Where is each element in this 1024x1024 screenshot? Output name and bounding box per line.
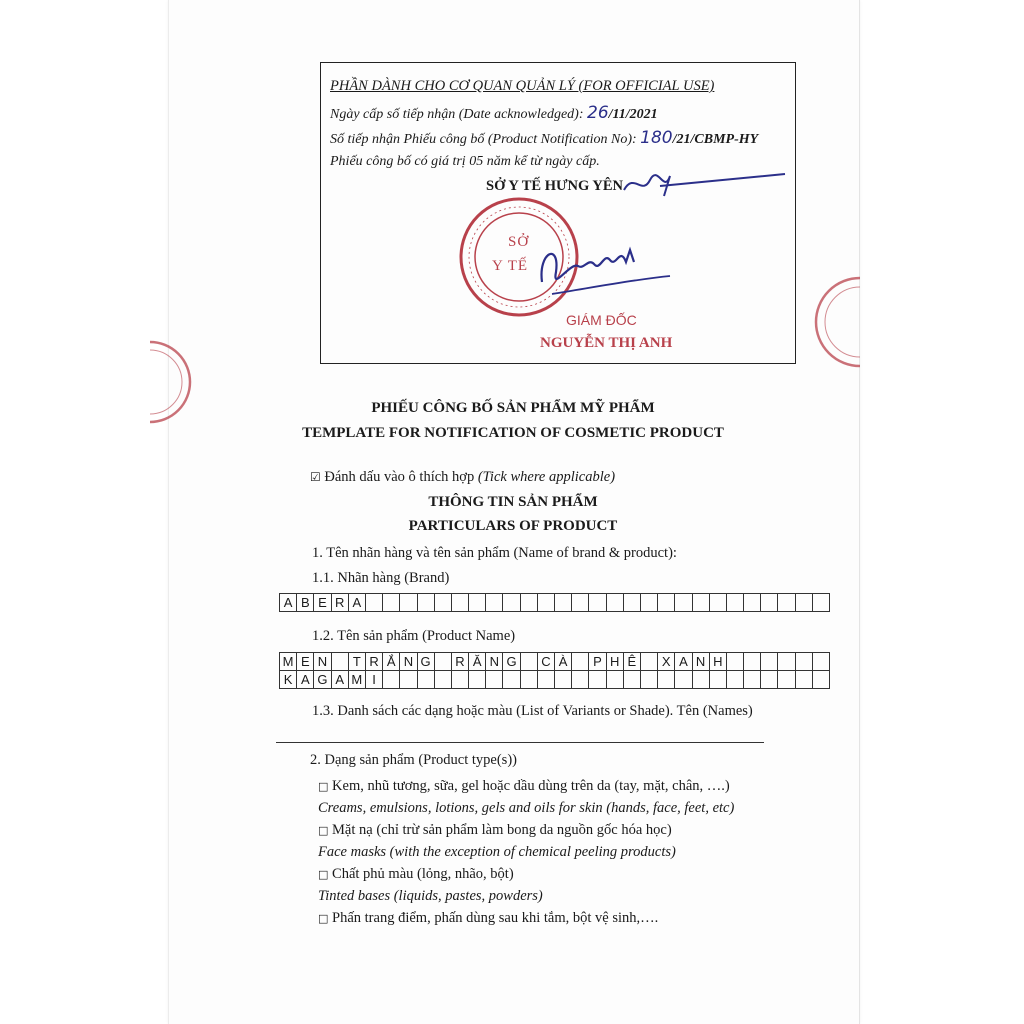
field-q1-3: 1.3. Danh sách các dạng hoặc màu (List of Variants or Shade). Tên (Names) (312, 703, 753, 719)
letter-box (692, 594, 709, 612)
product-type-option (318, 822, 672, 839)
letter-box: A (280, 594, 297, 612)
notification-number-line (330, 128, 758, 148)
letter-box: N (400, 653, 417, 671)
letter-box (537, 594, 554, 612)
brand-boxes (279, 593, 830, 612)
field-q1-1: 1.1. Nhãn hàng (Brand) (312, 570, 450, 586)
letter-box (555, 594, 572, 612)
letter-box (658, 594, 675, 612)
letter-box (451, 594, 468, 612)
letter-box (503, 671, 520, 689)
product-type-option (318, 866, 514, 883)
letter-box: Ắ (383, 653, 400, 671)
field-q2: 2. Dạng sản phẩm (Product type(s)) (310, 752, 517, 768)
product-type-option (318, 778, 730, 795)
letter-box (520, 594, 537, 612)
letter-box (434, 653, 451, 671)
letter-box: N (314, 653, 331, 671)
letter-box (640, 594, 657, 612)
checkbox-icon: □ (318, 912, 329, 925)
field-q1: 1. Tên nhãn hàng và tên sản phẩm (Name of brand & product): (312, 545, 677, 561)
letter-box (520, 653, 537, 671)
letter-box (434, 594, 451, 612)
letter-box (726, 594, 743, 612)
letter-box (606, 594, 623, 612)
letter-box (537, 671, 554, 689)
letter-box (744, 594, 761, 612)
letter-box: E (297, 653, 314, 671)
letter-box: G (503, 653, 520, 671)
letter-box (365, 594, 382, 612)
tick-note (310, 469, 615, 486)
product-type-label-vi: Chất phủ màu (lỏng, nhão, bột) (328, 866, 514, 882)
product-type-label-en: Face masks (with the exception of chemical peeling products) (318, 844, 676, 860)
letter-box (761, 653, 778, 671)
letter-box: H (709, 653, 726, 671)
product-type-option (318, 910, 658, 927)
seal-center-line1: SỞ (508, 234, 530, 250)
authority-initial-signature (620, 166, 790, 202)
letter-box (572, 653, 589, 671)
notif-rest: /21/CBMP-HY (672, 132, 759, 147)
letter-box: A (331, 671, 348, 689)
letter-box: P (589, 653, 606, 671)
tick-note-en: (Tick where applicable) (477, 469, 616, 485)
letter-box (812, 671, 829, 689)
letter-box (726, 671, 743, 689)
letter-box (572, 594, 589, 612)
letter-box (623, 594, 640, 612)
letter-box: I (365, 671, 382, 689)
signer-name: NGUYỄN THỊ ANH (540, 335, 673, 351)
official-heading: PHẦN DÀNH CHO CƠ QUAN QUẢN LÝ (FOR OFFICIAL USE) (330, 78, 715, 94)
letter-box (606, 671, 623, 689)
checked-box-icon: ☑ (310, 470, 321, 484)
tick-note-vi: Đánh dấu vào ô thích hợp (320, 469, 478, 485)
letter-box (486, 671, 503, 689)
letter-box: B (297, 594, 314, 612)
letter-box: R (331, 594, 348, 612)
letter-box (795, 671, 812, 689)
letter-box: Ê (623, 653, 640, 671)
letter-box: A (675, 653, 692, 671)
authority-name: SỞ Y TẾ HƯNG YÊN (486, 178, 623, 194)
letter-box (417, 671, 434, 689)
letter-box: T (348, 653, 365, 671)
letter-box: M (280, 653, 297, 671)
letter-box (417, 594, 434, 612)
letter-box (383, 594, 400, 612)
letter-box (572, 671, 589, 689)
letter-box (744, 671, 761, 689)
letter-box (400, 594, 417, 612)
date-acknowledged-line (330, 103, 658, 123)
letter-box (400, 671, 417, 689)
letter-box (744, 653, 761, 671)
letter-box (761, 594, 778, 612)
letter-box: Ă (469, 653, 486, 671)
letter-box (778, 671, 795, 689)
checkbox-icon: □ (318, 780, 329, 793)
letter-box (778, 653, 795, 671)
letter-box (589, 671, 606, 689)
letter-box: R (451, 653, 468, 671)
letter-box (589, 594, 606, 612)
letter-box: M (348, 671, 365, 689)
letter-box (675, 671, 692, 689)
letter-box (503, 594, 520, 612)
letter-box: H (606, 653, 623, 671)
letter-box (469, 671, 486, 689)
validity-note: Phiếu công bố có giá trị 05 năm kể từ ngày cấp. (330, 154, 600, 169)
section-title-vi: THÔNG TIN SẢN PHẨM (428, 494, 598, 510)
letter-box: C (537, 653, 554, 671)
letter-box: N (486, 653, 503, 671)
letter-box (709, 671, 726, 689)
form-title-vi: PHIẾU CÔNG BỐ SẢN PHẨM MỸ PHẨM (371, 400, 655, 416)
side-seal-left (150, 330, 198, 434)
letter-box (726, 653, 743, 671)
letter-box (555, 671, 572, 689)
letter-box: G (314, 671, 331, 689)
letter-box (795, 594, 812, 612)
letter-box (709, 594, 726, 612)
product-type-label-vi: Kem, nhũ tương, sữa, gel hoặc dầu dùng trên da (tay, mặt, chân, ….) (328, 778, 730, 794)
form-title-en: TEMPLATE FOR NOTIFICATION OF COSMETIC PRODUCT (302, 425, 724, 441)
letter-box (795, 653, 812, 671)
checkbox-icon: □ (318, 824, 329, 837)
letter-box: X (658, 653, 675, 671)
letter-box (658, 671, 675, 689)
product-type-label-en: Tinted bases (liquids, pastes, powders) (318, 888, 543, 904)
letter-box (451, 671, 468, 689)
letter-box (469, 594, 486, 612)
letter-box (812, 653, 829, 671)
letter-box (761, 671, 778, 689)
signer-title: GIÁM ĐỐC (566, 312, 637, 328)
letter-box (640, 671, 657, 689)
date-label: Ngày cấp số tiếp nhận (Date acknowledged): (330, 107, 587, 122)
product-name-boxes (279, 652, 830, 689)
checkbox-icon: □ (318, 868, 329, 881)
letter-box (778, 594, 795, 612)
letter-box (692, 671, 709, 689)
letter-box: K (280, 671, 297, 689)
product-type-label-en: Creams, emulsions, lotions, gels and oils for skin (hands, face, feet, etc) (318, 800, 735, 816)
letter-box (812, 594, 829, 612)
variants-blank-line (276, 742, 764, 743)
letter-box (383, 671, 400, 689)
date-rest: /11/2021 (608, 107, 658, 122)
letter-box (675, 594, 692, 612)
letter-box (520, 671, 537, 689)
letter-box (486, 594, 503, 612)
letter-box: E (314, 594, 331, 612)
letter-box (434, 671, 451, 689)
notif-number-handwritten: 180 (640, 128, 673, 148)
date-day-handwritten: 26 (587, 103, 609, 123)
product-type-label-vi: Mặt nạ (chỉ trừ sản phẩm làm bong da nguồn gốc hóa học) (328, 822, 672, 838)
letter-box: R (365, 653, 382, 671)
letter-box (331, 653, 348, 671)
letter-box: G (417, 653, 434, 671)
product-type-label-vi: Phấn trang điểm, phấn dùng sau khi tắm, bột vệ sinh,…. (328, 910, 659, 926)
letter-box: À (555, 653, 572, 671)
side-seal-right (810, 262, 860, 386)
letter-box: A (297, 671, 314, 689)
section-title-en: PARTICULARS OF PRODUCT (408, 518, 618, 534)
letter-box (640, 653, 657, 671)
notif-label: Số tiếp nhận Phiếu công bố (Product Notification No): (330, 132, 641, 147)
letter-box (623, 671, 640, 689)
seal-center-line2: Y TẾ (492, 258, 529, 274)
letter-box: N (692, 653, 709, 671)
field-q1-2: 1.2. Tên sản phẩm (Product Name) (312, 628, 516, 644)
letter-box: A (348, 594, 365, 612)
director-signature (530, 232, 680, 312)
